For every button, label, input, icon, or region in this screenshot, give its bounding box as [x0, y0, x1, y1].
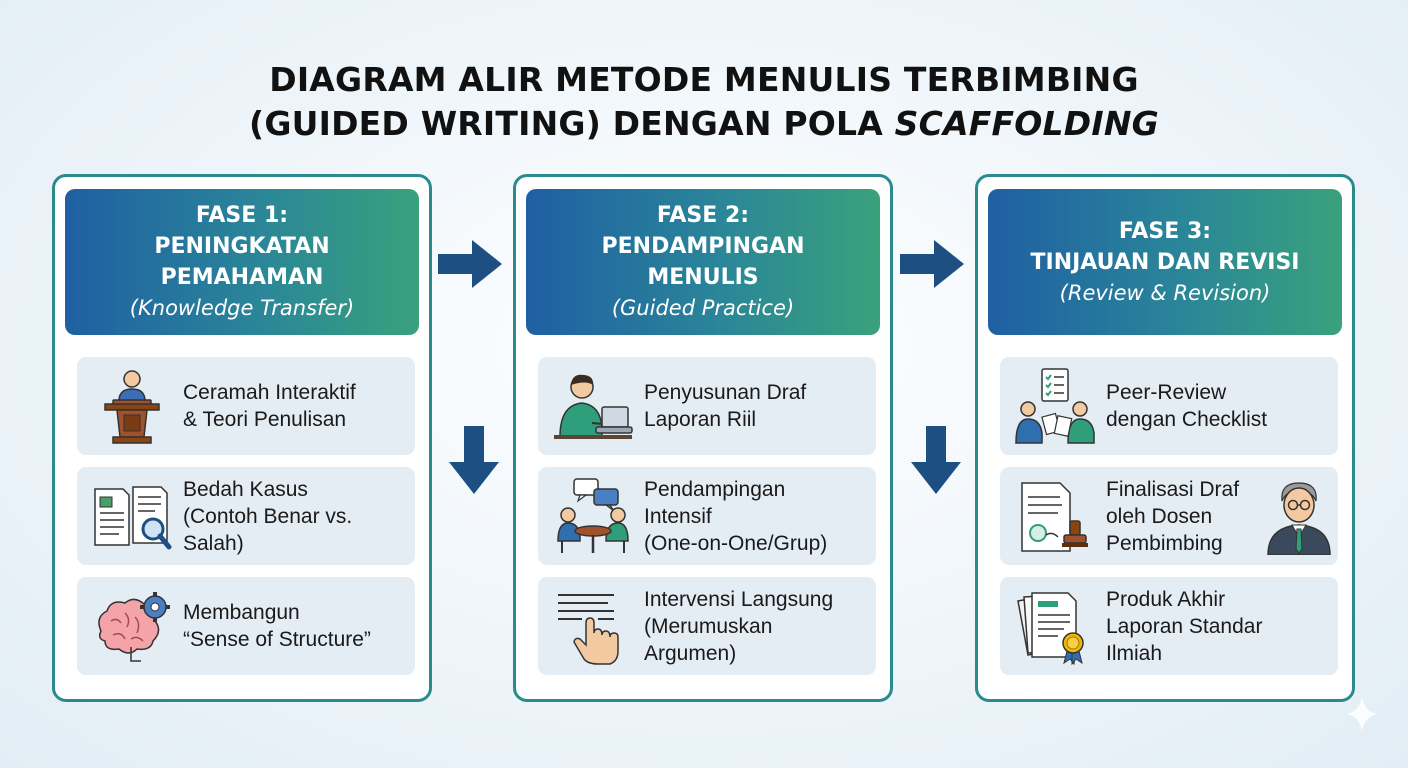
phase-2-card	[513, 174, 893, 702]
phase-2-step-3-line-1: Intervensi Langsung	[644, 587, 834, 611]
phase-1-header	[65, 189, 419, 335]
phase-2-step-1-text	[644, 357, 874, 455]
phase-1-step-2-text	[183, 467, 413, 565]
phase-2-step-3-line-3: Argumen)	[644, 641, 737, 665]
phase-1-heading-line-1: FASE 1:	[195, 203, 289, 228]
phase-1-step-1-text	[183, 357, 413, 455]
phase-3-subtitle: (Review & Revision)	[1059, 280, 1271, 305]
phase-2-step-2-line-2: Intensif	[644, 504, 712, 528]
phase-2-heading-line-2: PENDAMPINGAN	[601, 234, 805, 259]
phase-1-subtitle: (Knowledge Transfer)	[129, 296, 355, 320]
phase-2-step-3	[538, 577, 876, 675]
phase-1-step-3-line-1: Membangun	[183, 601, 300, 624]
phase-1-step-1-line-2: & Teori Penulisan	[183, 408, 347, 431]
phase-3-step-1-line-1: Peer-Review	[1106, 381, 1227, 404]
phase-3-step-2-line-3: Pembimbing	[1106, 531, 1223, 555]
phase-3-step-2-line-1: Finalisasi Draf	[1106, 477, 1240, 501]
down-arrow-icon	[447, 424, 501, 496]
phase-3-step-1	[1000, 357, 1338, 455]
right-arrow-icon	[898, 236, 966, 292]
phase-2-step-2-line-1: Pendampingan	[644, 477, 786, 501]
down-arrow-icon	[909, 424, 963, 496]
phase-1-step-1	[77, 357, 415, 455]
stamped-document-icon	[1014, 477, 1096, 555]
lecturer-avatar-icon	[1264, 477, 1334, 555]
title-line-1: DIAGRAM ALIR METODE MENULIS TERBIMBING	[269, 60, 1139, 99]
person-laptop-icon	[552, 367, 634, 445]
phase-3-step-1-text	[1106, 357, 1336, 455]
diagram-title	[0, 58, 1408, 146]
phase-3-heading-line-1: FASE 3:	[1118, 218, 1212, 244]
phase-1-heading-line-2: PENINGKATAN	[154, 234, 330, 259]
phase-2-step-3-line-2: (Merumuskan	[644, 614, 773, 638]
phase-2-step-3-text	[644, 577, 874, 675]
phase-2-header	[526, 189, 880, 335]
phase-3-step-3-line-2: Laporan Standar	[1106, 614, 1263, 638]
phase-2-heading-line-1: FASE 2:	[656, 203, 750, 228]
phase-1-step-3-text	[183, 577, 413, 675]
phase-3-step-2-line-2: oleh Dosen	[1106, 504, 1213, 528]
phase-3-heading-line-2: TINJAUAN DAN REVISI	[1030, 249, 1300, 275]
sparkle-icon	[1344, 694, 1380, 734]
document-magnifier-icon	[91, 477, 173, 555]
phase-2-step-1-line-1: Penyusunan Draf	[644, 381, 807, 404]
phase-3-step-2	[1000, 467, 1338, 565]
phase-1-step-3	[77, 577, 415, 675]
phase-1-step-2-line-2: (Contoh Benar vs.	[183, 504, 353, 528]
phase-3-step-1-line-2: dengan Checklist	[1106, 408, 1268, 431]
phase-3-step-3-text	[1106, 577, 1336, 675]
peer-review-checklist-icon	[1014, 367, 1096, 445]
phase-1-step-3-line-2: “Sense of Structure”	[183, 628, 371, 651]
title-line-2	[0, 102, 1408, 146]
phase-3-step-2-text	[1106, 467, 1256, 565]
phase-3-header	[988, 189, 1342, 335]
phase-3-card	[975, 174, 1355, 702]
phase-2-step-2-text	[644, 467, 874, 565]
right-arrow-icon	[436, 236, 504, 292]
phase-1-step-2-line-1: Bedah Kasus	[183, 477, 308, 501]
phase-2-step-2	[538, 467, 876, 565]
phase-2-heading-line-3: MENULIS	[647, 265, 759, 290]
certified-report-icon	[1014, 587, 1096, 665]
hand-pointer-text-icon	[552, 587, 634, 665]
phase-2-step-1-line-2: Laporan Riil	[644, 408, 757, 431]
phase-2-subtitle: (Guided Practice)	[611, 296, 795, 320]
phase-3-step-3-line-3: Ilmiah	[1106, 641, 1163, 665]
phase-3-step-3	[1000, 577, 1338, 675]
phase-2-step-2-line-3: (One-on-One/Grup)	[644, 531, 828, 555]
title-line-2-italic: SCAFFOLDING	[894, 104, 1159, 143]
brain-gear-icon	[91, 587, 173, 665]
phase-1-step-2	[77, 467, 415, 565]
phase-1-step-2-line-3: Salah)	[183, 531, 244, 555]
phase-3-step-3-line-1: Produk Akhir	[1106, 587, 1226, 611]
phase-2-step-1	[538, 357, 876, 455]
phase-1-step-1-line-1: Ceramah Interaktif	[183, 381, 356, 404]
lectern-speaker-icon	[91, 367, 173, 445]
discussion-table-icon	[552, 477, 634, 555]
phase-1-heading-line-3: PEMAHAMAN	[160, 265, 324, 290]
phase-1-card	[52, 174, 432, 702]
title-line-2-plain: (GUIDED WRITING) DENGAN POLA	[249, 104, 895, 143]
